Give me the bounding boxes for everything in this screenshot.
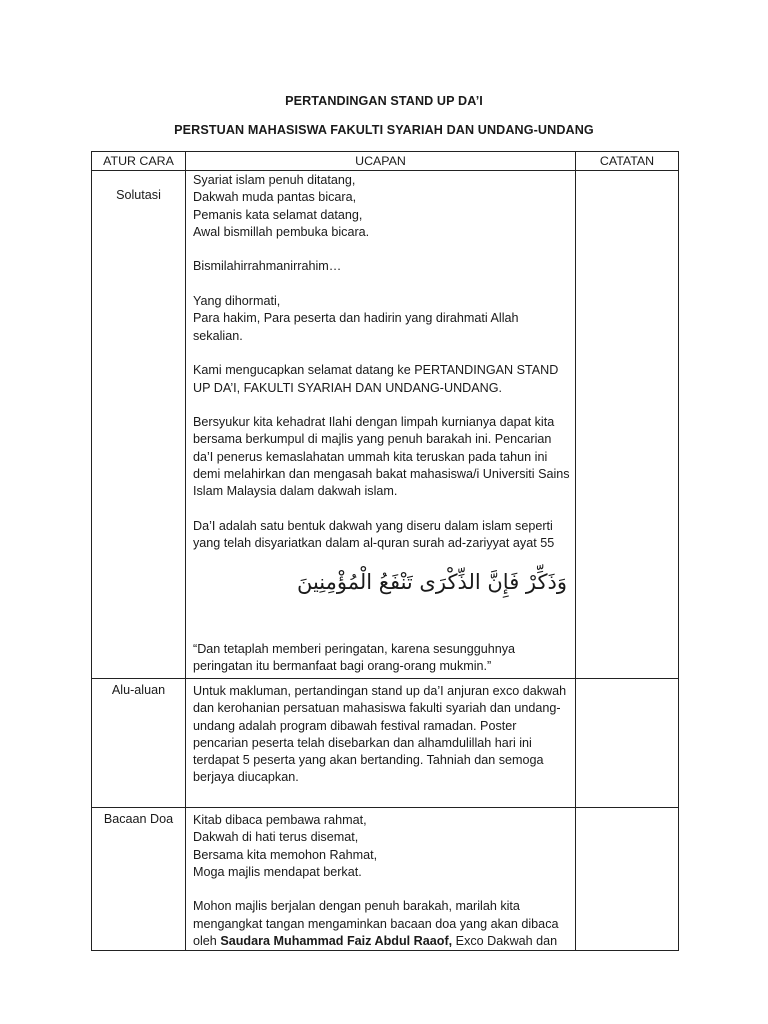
verse-paragraph: Kitab dibaca pembawa rahmat, Dakwah di hati terus disemat, Bersama kita memohon Rahmat, Moga majlis mendapat berkat.: [193, 813, 378, 879]
header-ucapan: UCAPAN: [186, 152, 576, 171]
ucapan-cell: [186, 808, 576, 951]
text-paragraph: Bismilahirrahmanirrahim…: [193, 259, 342, 274]
table-header-row: [92, 152, 679, 171]
document-subtitle: PERSTUAN MAHASISWA FAKULTI SYARIAH DAN UNDANG-UNDANG: [174, 123, 594, 137]
atur-cara-cell: Alu-aluan: [92, 679, 186, 808]
text-paragraph: Bersyukur kita kehadrat Ilahi dengan limpah kurnianya dapat kita bersama berkumpul di majlis yang penuh barakah ini. Pencarian da’I penerus kemaslahatan ummah kita teruskan pada tahun ini demi melahirkan dan mengasah bakat mahasiswa/i Universiti Sains Islam Malaysia dalam dakwah islam.: [193, 415, 570, 499]
text-paragraph: [193, 898, 571, 950]
table-row: [92, 808, 679, 951]
text-paragraph: Da’I adalah satu bentuk dakwah yang diseru dalam islam seperti yang telah disyariatkan dalam al-quran surah ad-zariyyat ayat 55: [193, 518, 555, 551]
verse-paragraph: Syariat islam penuh ditatang, Dakwah muda pantas bicara, Pemanis kata selamat datang, Awal bismillah pembuka bicara.: [193, 173, 370, 239]
table-row: [92, 171, 679, 679]
text-span: Exco Dakwah dan: [452, 934, 558, 949]
arabic-verse: وَذَكِّرْ فَإِنَّ الذِّكْرَى تَنْفَعُ الْمُؤْمِنِينَ: [296, 569, 567, 594]
atur-cara-cell: Bacaan Doa: [92, 808, 186, 951]
catatan-cell: [576, 171, 679, 679]
catatan-cell: [576, 808, 679, 951]
catatan-cell: [576, 679, 679, 808]
text-span: Mohon majlis berjalan dengan penuh barakah, marilah kita mengangkat tangan mengaminkan bacaan doa yang akan dibaca oleh: [193, 899, 559, 949]
program-table: [91, 151, 679, 951]
text-paragraph: Kami mengucapkan selamat datang ke PERTANDINGAN STAND UP DA’I, FAKULTI SYARIAH DAN UNDANG-UNDANG.: [193, 363, 559, 395]
text-paragraph: Yang dihormati, Para hakim, Para peserta dan hadirin yang dirahmati Allah sekalian.: [193, 294, 519, 343]
table-row: [92, 679, 679, 808]
reader-name: Saudara Muhammad Faiz Abdul Raaof,: [220, 934, 453, 949]
header-atur-cara: ATUR CARA: [92, 152, 186, 171]
ucapan-cell: [186, 171, 576, 679]
document-title: PERTANDINGAN STAND UP DA’I: [285, 94, 483, 108]
translation-paragraph: “Dan tetaplah memberi peringatan, karena sesungguhnya peringatan itu bermanfaat bagi orang-orang mukmin.”: [193, 641, 516, 673]
atur-cara-cell: Solutasi: [92, 171, 186, 679]
text-paragraph: Untuk makluman, pertandingan stand up da’I anjuran exco dakwah dan kerohanian persatuan mahasiswa fakulti syariah dan undang-undang adalah program dibawah festival ramadan. Poster pencarian peserta telah disebarkan dan alhamdulillah hari ini terdapat 5 peserta yang akan bertanding. Tahniah dan semoga berjaya diucapkan.: [193, 684, 567, 785]
ucapan-cell: [186, 679, 576, 808]
header-catatan: CATATAN: [576, 152, 679, 171]
